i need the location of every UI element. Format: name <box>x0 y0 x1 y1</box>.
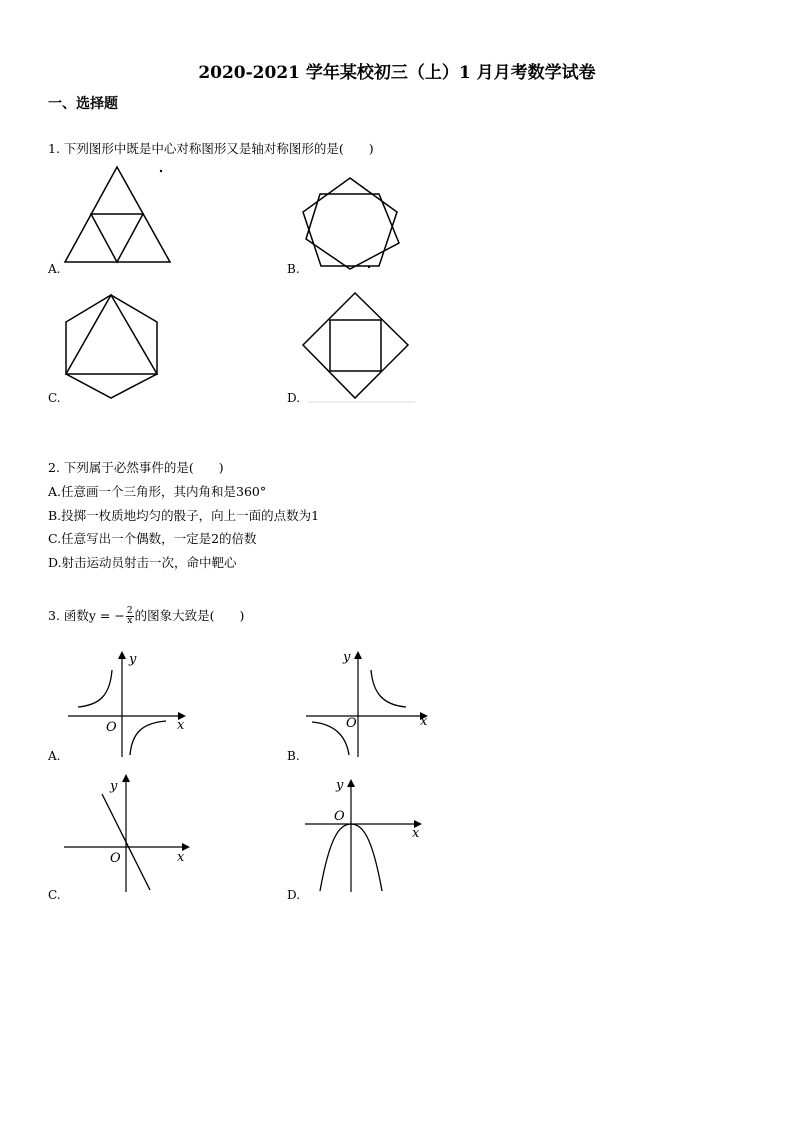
q3-stem-prefix: 3. 函数y = − <box>48 608 125 623</box>
q3-graph-c <box>60 770 200 895</box>
q3-d-x-label: x <box>412 826 420 841</box>
q3-c-x-label: x <box>177 850 185 865</box>
q2-option-d: D.射击运动员射击一次，命中靶心 <box>48 555 237 570</box>
q1-label-b: B. <box>287 262 300 276</box>
exam-title: 2020-2021 学年某校初三（上）1 月月考数学试卷 <box>198 63 596 83</box>
q1-label-d: D. <box>287 391 301 405</box>
q2-option-a: A.任意画一个三角形，其内角和是360° <box>48 484 267 499</box>
q3-label-c: C. <box>48 888 61 902</box>
q1-figure-d <box>300 290 420 405</box>
q3-a-y-label: y <box>129 652 137 667</box>
q3-label-d: D. <box>287 888 301 902</box>
q3-graph-a <box>60 645 200 760</box>
q3-fraction <box>126 607 134 626</box>
q3-stem-suffix: 的图象大致是( ) <box>134 608 245 623</box>
q3-b-origin: O <box>346 716 357 731</box>
q3-fraction-denominator: x <box>127 616 133 626</box>
q3-a-origin: O <box>106 720 117 735</box>
section-heading: 一、选择题 <box>48 96 118 112</box>
q1-figure-c <box>62 292 162 397</box>
q3-c-y-label: y <box>110 779 118 794</box>
q3-a-x-label: x <box>177 718 185 733</box>
q1-figure-b <box>300 172 405 272</box>
q1-figure-a <box>60 160 175 270</box>
q2-option-b: B.投掷一枚质地均匀的骰子，向上一面的点数为1 <box>48 508 320 523</box>
q3-label-b: B. <box>287 749 300 763</box>
q1-label-a: A. <box>48 262 61 276</box>
q3-fraction-numerator: 2 <box>126 606 133 616</box>
question-1-stem: 1. 下列图形中既是中心对称图形又是轴对称图形的是( ) <box>48 141 374 156</box>
q3-d-origin: O <box>334 809 345 824</box>
q3-label-a: A. <box>48 749 61 763</box>
q3-d-y-label: y <box>336 778 344 793</box>
q3-b-y-label: y <box>343 650 351 665</box>
q1-label-c: C. <box>48 391 61 405</box>
question-2-stem: 2. 下列属于必然事件的是( ) <box>48 460 224 475</box>
q3-graph-d <box>300 775 435 895</box>
q3-c-origin: O <box>110 851 121 866</box>
question-3-stem <box>48 606 244 626</box>
q3-b-x-label: x <box>420 714 428 729</box>
q2-option-c: C.任意写出一个偶数，一定是2的倍数 <box>48 531 257 546</box>
q3-graph-b <box>300 645 440 760</box>
